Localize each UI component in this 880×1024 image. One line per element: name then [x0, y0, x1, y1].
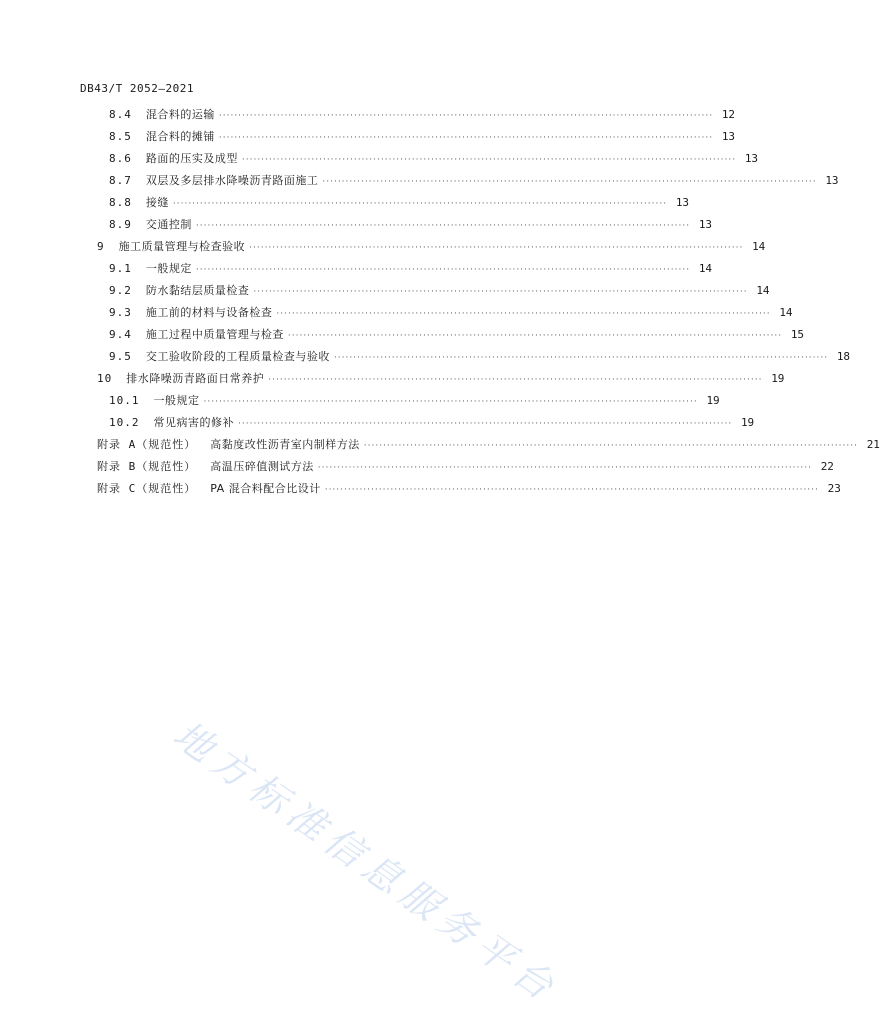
dot-leader: ································································································································ — [324, 485, 819, 495]
dot-leader: ································································································································ — [195, 221, 691, 231]
toc-entry[interactable] — [97, 238, 766, 254]
dot-leader: ································································································································ — [218, 111, 714, 121]
dot-leader: ································································································································ — [238, 419, 733, 429]
section-title: 高黏度改性沥青室内制样方法 — [210, 438, 360, 451]
dot-leader: ································································································································ — [287, 331, 783, 341]
toc-entry[interactable] — [109, 348, 851, 364]
page-number: 22 — [820, 460, 834, 473]
page-number: 13 — [675, 196, 690, 209]
section-title: 施工质量管理与检查验收 — [118, 240, 246, 253]
section-title: PA 混合料配合比设计 — [210, 482, 321, 495]
section-title: 防水黏结层质量检查 — [145, 284, 250, 297]
section-title: 交工验收阶段的工程质量检查与验收 — [145, 350, 330, 363]
section-title: 常见病害的修补 — [153, 416, 234, 429]
toc-entry[interactable] — [109, 172, 839, 188]
page-number: 14 — [779, 306, 793, 319]
section-number: 10 — [97, 372, 113, 385]
dot-leader: ································································································································ — [241, 155, 737, 165]
toc-entry[interactable] — [109, 282, 770, 298]
page-number: 19 — [706, 394, 720, 407]
section-title: 交通控制 — [145, 218, 192, 231]
dot-leader: ································································································································ — [333, 353, 829, 363]
section-number: 9.4 — [109, 328, 132, 341]
section-number: 8.6 — [109, 152, 132, 165]
dot-leader: ································································································································ — [317, 463, 812, 473]
section-number: 8.9 — [109, 218, 132, 231]
section-title: 接缝 — [145, 196, 169, 209]
dot-leader: ································································································································ — [253, 287, 748, 297]
toc-entry[interactable] — [109, 304, 793, 320]
page-number: 13 — [825, 174, 839, 187]
toc-entry[interactable] — [97, 370, 785, 386]
section-number: 10.1 — [109, 394, 140, 407]
toc-entry[interactable] — [109, 106, 736, 122]
section-number: 8.8 — [109, 196, 132, 209]
section-number: 9 — [97, 240, 105, 253]
dot-leader: ································································································································ — [322, 177, 817, 187]
section-title: 双层及多层排水降噪沥青路面施工 — [145, 174, 319, 187]
toc-entry[interactable] — [109, 260, 713, 276]
watermark: 地方标准信息服务平台 — [165, 712, 568, 1013]
section-title: 一般规定 — [145, 262, 192, 275]
page-number: 12 — [721, 108, 736, 121]
toc-entry[interactable] — [109, 392, 720, 408]
section-title: 一般规定 — [153, 394, 200, 407]
dot-leader: ································································································································ — [195, 265, 691, 275]
section-title: 混合料的运输 — [145, 108, 215, 121]
section-number: 9.3 — [109, 306, 132, 319]
section-title: 混合料的摊铺 — [145, 130, 215, 143]
toc-entry[interactable] — [109, 326, 805, 342]
document-code: DB43/T 2052—2021 — [80, 82, 194, 95]
toc-entry[interactable] — [97, 480, 841, 496]
page-number: 21 — [866, 438, 880, 451]
dot-leader: ································································································································ — [218, 133, 714, 143]
dot-leader: ································································································································ — [363, 441, 858, 451]
toc-entry[interactable] — [97, 436, 880, 452]
section-number: 10.2 — [109, 416, 140, 429]
page-number: 15 — [790, 328, 805, 341]
page-number: 14 — [698, 262, 713, 275]
page-number: 14 — [756, 284, 770, 297]
dot-leader: ································································································································ — [249, 243, 744, 253]
section-title: 施工过程中质量管理与检查 — [145, 328, 284, 341]
dot-leader: ································································································································ — [172, 199, 668, 209]
page-number: 23 — [827, 482, 841, 495]
page-number: 19 — [771, 372, 785, 385]
page-number: 13 — [744, 152, 759, 165]
page-number: 14 — [752, 240, 766, 253]
toc-entry[interactable] — [109, 194, 690, 210]
dot-leader: ································································································································ — [276, 309, 771, 319]
section-number: 8.4 — [109, 108, 132, 121]
toc-entry[interactable] — [109, 216, 713, 232]
appendix-label: 附录 B（规范性） — [97, 460, 197, 473]
dot-leader: ································································································································ — [203, 397, 698, 407]
toc-entry[interactable] — [109, 128, 736, 144]
page-number: 19 — [740, 416, 755, 429]
section-number: 9.1 — [109, 262, 132, 275]
appendix-label: 附录 A（规范性） — [97, 438, 197, 451]
page-number: 13 — [698, 218, 713, 231]
section-title: 施工前的材料与设备检查 — [145, 306, 273, 319]
dot-leader: ································································································································ — [268, 375, 763, 385]
appendix-label: 附录 C（规范性） — [97, 482, 197, 495]
section-number: 9.5 — [109, 350, 132, 363]
toc-entry[interactable] — [109, 150, 759, 166]
toc-entry[interactable] — [97, 458, 834, 474]
section-title: 排水降噪沥青路面日常养护 — [126, 372, 265, 385]
section-number: 8.7 — [109, 174, 132, 187]
section-title: 高温压碎值测试方法 — [210, 460, 314, 473]
page-number: 18 — [836, 350, 851, 363]
page-number: 13 — [721, 130, 736, 143]
toc-entry[interactable] — [109, 414, 755, 430]
section-number: 8.5 — [109, 130, 132, 143]
section-number: 9.2 — [109, 284, 132, 297]
section-title: 路面的压实及成型 — [145, 152, 238, 165]
